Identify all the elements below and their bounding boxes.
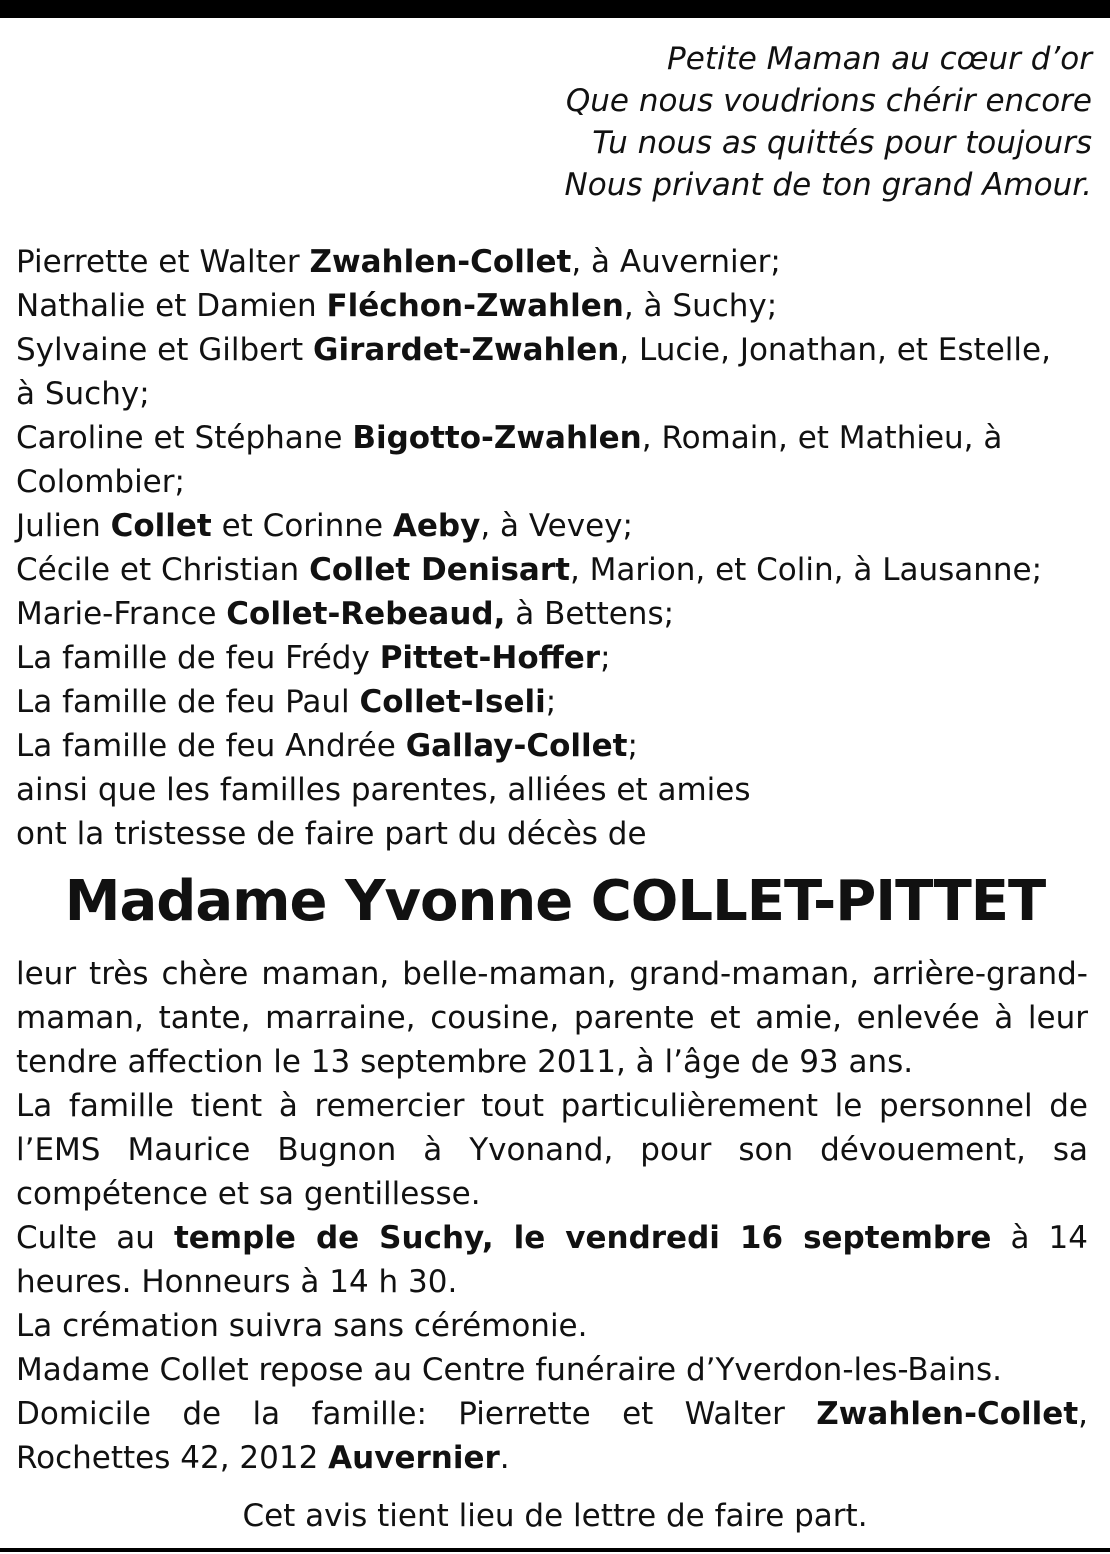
intro-line: ont la tristesse de faire part du décès de (16, 816, 647, 852)
family-surname: Gallay-Collet (405, 728, 628, 764)
intro-line: ainsi que les familles parentes, alliées et amies (16, 772, 751, 808)
poem-line: Nous privant de ton grand Amour. (564, 167, 1092, 203)
domicile-surname: Zwahlen-Collet (816, 1396, 1079, 1432)
family-surname: Collet (110, 508, 212, 544)
deceased-name: Madame Yvonne COLLET-PITTET (64, 869, 1046, 934)
family-surname: Aeby (392, 508, 481, 544)
thanks-paragraph: La famille tient à remercier tout particulièrement le personnel de l’EMS Maurice Bugnon à Yvonand, pour son dévouement, sa compétence et sa gentillesse. (16, 1088, 1088, 1212)
poem-line: Petite Maman au cœur d’or (667, 41, 1092, 77)
family-surname: Pittet-Hoffer (379, 640, 601, 676)
family-entry: Caroline et Stéphane Bigotto-Zwahlen, Romain, et Mathieu, à Colombier; (16, 420, 1003, 500)
domicile-town: Auvernier (328, 1440, 500, 1476)
family-surname: Collet-Iseli (359, 684, 546, 720)
poem-line: Tu nous as quittés pour toujours (592, 125, 1092, 161)
ceremony-paragraph: Culte au temple de Suchy, le vendredi 16 septembre à 14 heures. Honneurs à 14 h 30. (16, 1220, 1088, 1300)
family-surname: Girardet-Zwahlen (313, 332, 620, 368)
bottom-rule (0, 1548, 1110, 1552)
top-rule (0, 0, 1110, 18)
domicile-paragraph: Domicile de la famille: Pierrette et Walter Zwahlen-Collet, Rochettes 42, 2012 Auvernier. (16, 1396, 1088, 1476)
ceremony-details: temple de Suchy, le vendredi 16 septembre (173, 1220, 992, 1256)
family-entry: Marie-France Collet-Rebeaud, à Bettens; (16, 596, 675, 632)
family-entry: La famille de feu Paul Collet-Iseli; (16, 684, 557, 720)
poem (565, 38, 1092, 206)
family-entry: La famille de feu Frédy Pittet-Hoffer; (16, 640, 611, 676)
family-surname: Collet-Rebeaud, (226, 596, 506, 632)
family-list (16, 240, 1076, 856)
closing-note: Cet avis tient lieu de lettre de faire part. (242, 1498, 868, 1534)
resting-place-line: Madame Collet repose au Centre funéraire d’Yverdon-les-Bains. (16, 1352, 1002, 1388)
family-entry: Cécile et Christian Collet Denisart, Marion, et Colin, à Lausanne; (16, 552, 1043, 588)
family-surname: Zwahlen-Collet (309, 244, 572, 280)
family-entry: La famille de feu Andrée Gallay-Collet; (16, 728, 638, 764)
family-entry: Nathalie et Damien Fléchon-Zwahlen, à Suchy; (16, 288, 778, 324)
family-entry: Julien Collet et Corinne Aeby, à Vevey; (16, 508, 633, 544)
cremation-line: La crémation suivra sans cérémonie. (16, 1308, 588, 1344)
notice-body (16, 952, 1088, 1480)
family-surname: Collet Denisart (309, 552, 570, 588)
family-entry: Pierrette et Walter Zwahlen-Collet, à Auvernier; (16, 244, 781, 280)
family-surname: Bigotto-Zwahlen (352, 420, 642, 456)
poem-line: Que nous voudrions chérir encore (565, 83, 1092, 119)
family-entry: Sylvaine et Gilbert Girardet-Zwahlen, Lucie, Jonathan, et Estelle, à Suchy; (16, 332, 1051, 412)
family-surname: Fléchon-Zwahlen (326, 288, 624, 324)
tribute-paragraph: leur très chère maman, belle-maman, grand-maman, arrière-grand-maman, tante, marraine, cousine, parente et amie, enlevée à leur tendre affection le 13 septembre 2011, à l’âge de 93 ans. (16, 956, 1088, 1080)
